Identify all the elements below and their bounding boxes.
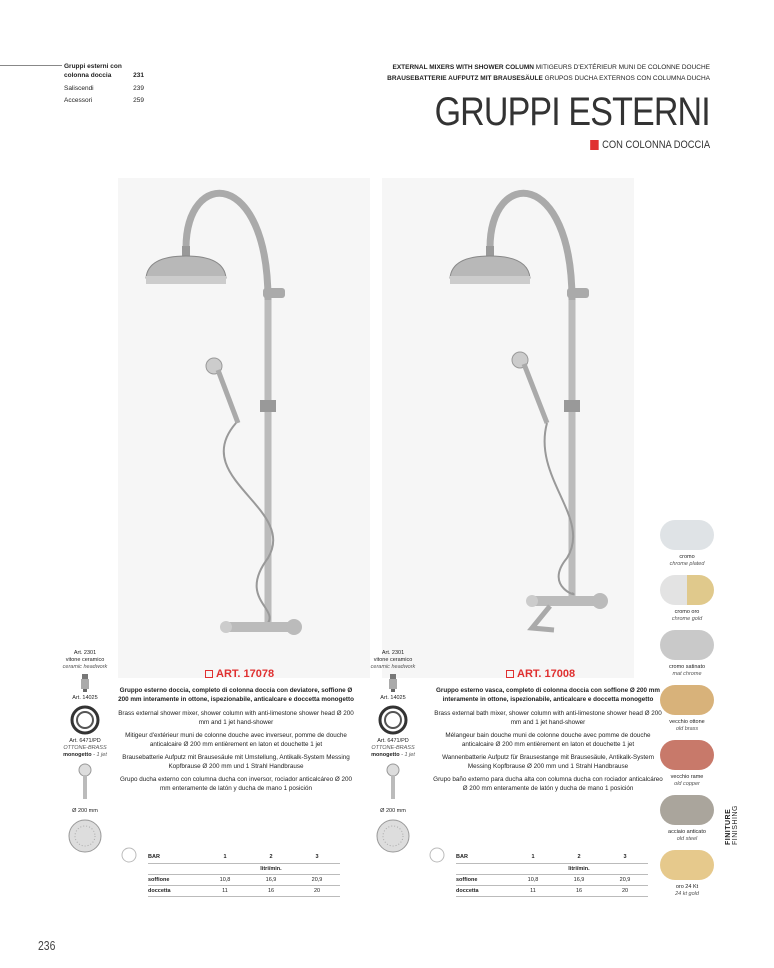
flow-rate-table-17008: BAR 1 2 3 litri/min. soffione 10,8 16,9 20,9 doccetta 11 16 20	[456, 852, 648, 897]
page-number: 236	[38, 938, 56, 953]
shower-head-icon	[67, 818, 103, 854]
finish-swatch-vecchio-rame[interactable]: vecchio rame old copper	[660, 740, 714, 788]
finish-swatch-vecchio-ottone[interactable]: vecchio ottone old brass	[660, 685, 714, 733]
finishing-side-label: FINITURE FINISHING	[725, 805, 739, 845]
finish-swatch-oro-24kt[interactable]: oro 24 Kt 24 kt gold	[660, 850, 714, 898]
product-description-17078: Gruppo esterno doccia, completo di colonna doccia con deviatore, soffione Ø 200 mm interamente in ottone, ispezionabile, anticalcare e doccetta monogetto Brass external shower mixer, shower column with anti-limestone shower head Ø 200 mm and 1 jet hand-shower Mitigeur d'extérieur muni de colonne douche avec inverseur, pomme de douche anticalcaire Ø 200 mm entièrement en laton et douchette 1 jet Brausebatterie Aufputz mit Brausesäule mit Umstellung, Antikalk-System Messing Kopfbrause Ø 200 mm und 1 Strahl Handbrause Grupo ducha externo con columna ducha con inversor, rociador anticalcáreo Ø 200 mm enteramente de latón y ducha de mano 1 posición	[118, 687, 354, 792]
hose-icon	[376, 705, 410, 735]
table-of-contents	[64, 62, 144, 107]
toc-item[interactable]: Gruppi esterni con colonna doccia 231	[64, 63, 144, 79]
hand-shower-icon	[385, 762, 401, 802]
finish-swatch-cromo[interactable]: cromo chrome plated	[660, 520, 714, 568]
finish-swatch-acciaio-anticato[interactable]: acciaio anticato old steel	[660, 795, 714, 843]
accessory-column-2: Art. 2301 vitone ceramico ceramic headwork Art. 14025 Art. 6471/PD OTTONE-BRASS monogetto - 1 jet Ø 200 mm	[366, 650, 420, 857]
article-title-17008: ART. 17008	[506, 668, 575, 680]
header-rule	[0, 65, 62, 66]
toc-item[interactable]: Accessori 259	[64, 97, 144, 104]
category-header: EXTERNAL MIXERS WITH SHOWER COLUMN MITIGEURS D'EXTÉRIEUR MUNI DE COLONNE DOUCHE BRAUSEBATTERIE AUFPUTZ MIT BRAUSESÄULE GRUPOS DUCHA EXTERNOS CON COLUMNA DUCHA	[387, 64, 710, 82]
toc-item[interactable]: Saliscendi 239	[64, 85, 144, 92]
certification-icon	[428, 846, 446, 864]
page-subtitle: CON COLONNA DOCCIA	[590, 139, 710, 151]
checkbox-icon	[205, 670, 213, 678]
finish-swatch-cromo-satinato[interactable]: cromo satinato mat chrome	[660, 630, 714, 678]
accessory-column-1: Art. 2301 vitone ceramico ceramic headwork Art. 14025 Art. 6471/PD OTTONE-BRASS monogetto - 1 jet Ø 200 mm	[58, 650, 112, 857]
shower-head-icon	[375, 818, 411, 854]
headwork-icon	[79, 674, 91, 692]
hand-shower-icon	[77, 762, 93, 802]
red-square-icon	[590, 140, 599, 150]
page-title: GRUPPI ESTERNI	[434, 90, 710, 134]
finish-swatch-cromo-oro[interactable]: cromo oro chrome gold	[660, 575, 714, 623]
product-image-17008	[382, 178, 634, 678]
hose-icon	[68, 705, 102, 735]
product-description-17008: Gruppo esterno vasca, completo di colonna doccia con soffione Ø 200 mm interamente in ottone, ispezionabile, anticalcare e doccetta monogetto Brass external bath mixer, shower column with anti-limestone shower head Ø 200 mm and 1 jet hand-shower Mélangeur bain douche muni de colonne douche avec pomme de douche anticalcaire Ø 200 mm entièrement en laton et douchette 1 jet Wannenbatterie Aufputz für Brausestange mit Brausesäule, Antikalk-System Messing Kopfbrause Ø 200 mm und 1 Strahl Handbrause Grupo baño externo para ducha alta con columna ducha con rociador anticalcáreo Ø 200 mm enteramente de latón y ducha de mano 1 posición	[433, 687, 663, 792]
flow-rate-table-17078: BAR 1 2 3 litri/min. soffione 10,8 16,9 20,9 doccetta 11 16 20	[148, 852, 340, 897]
checkbox-icon	[506, 670, 514, 678]
headwork-icon	[387, 674, 399, 692]
article-title-17078: ART. 17078	[205, 668, 274, 680]
product-image-17078	[118, 178, 370, 678]
certification-icon	[120, 846, 138, 864]
